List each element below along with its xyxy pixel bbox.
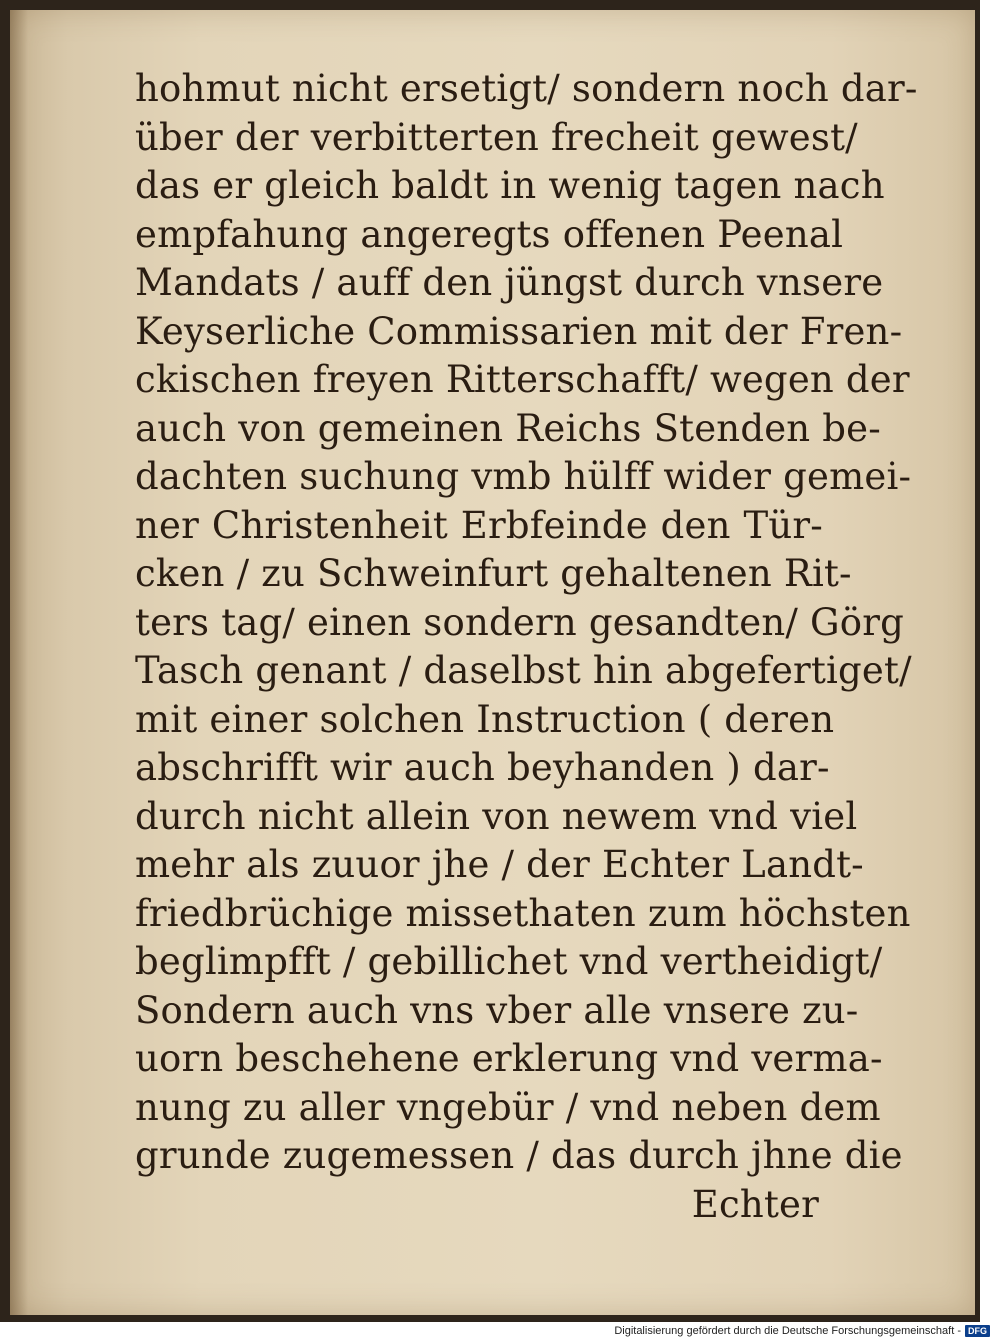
text-line: friedbrüchige missethaten zum höchsten [135,891,911,935]
dfg-logo-icon: DFG [965,1325,990,1337]
text-line: mit einer solchen Instruction ( deren [135,697,835,741]
text-line: Sondern auch vns vber alle vnsere zu- [135,988,859,1032]
text-line: Tasch genant / daselbst hin abgefertiget/ [135,649,912,692]
text-line: ner Christenheit Erbfeinde den Tür- [135,503,823,547]
footer-credit: Digitalisierung gefördert durch die Deutsche Forschungsgemeinschaft - [614,1325,961,1337]
text-line: abschrifft wir auch beyhanden ) dar- [135,746,830,789]
text-line: hohmut nicht ersetigt/ sondern noch dar- [135,67,918,110]
text-block [135,65,918,1229]
text-line: empfahung angeregts offenen Peenal [135,212,844,256]
text-line: grunde zugemessen / das durch jhne die [135,1134,903,1177]
text-line: beglimpfft / gebillichet vnd vertheidigt/ [135,940,883,983]
text-line: mehr als zuuor jhe / der Echter Landt- [135,843,864,886]
text-line: auch von gemeinen Reichs Stenden be- [135,406,881,450]
text-line: ckischen freyen Ritterschafft/ wegen der [135,358,910,401]
text-line: über der verbitterten frecheit gewest/ [135,115,858,159]
text-line: Keyserliche Commissarien mit der Fren- [135,309,903,353]
text-line: nung zu aller vngebür / vnd neben dem [135,1085,881,1129]
page-gutter-shadow [10,10,28,1315]
text-line: das er gleich baldt in wenig tagen nach [135,164,885,207]
text-line: Mandats / auff den jüngst durch vnsere [135,261,884,304]
catchword: Echter [691,1182,819,1226]
text-line: dachten suchung vmb hülff wider gemei- [135,455,912,498]
text-line: cken / zu Schweinfurt gehaltenen Rit- [135,552,852,595]
digitization-footer [614,1323,990,1339]
text-line: durch nicht allein von newem vnd viel [135,794,858,838]
text-line: uorn beschehene erklerung vnd verma- [135,1037,883,1080]
book-page [10,10,975,1315]
text-line: ters tag/ einen sondern gesandten/ Görg [135,600,905,644]
